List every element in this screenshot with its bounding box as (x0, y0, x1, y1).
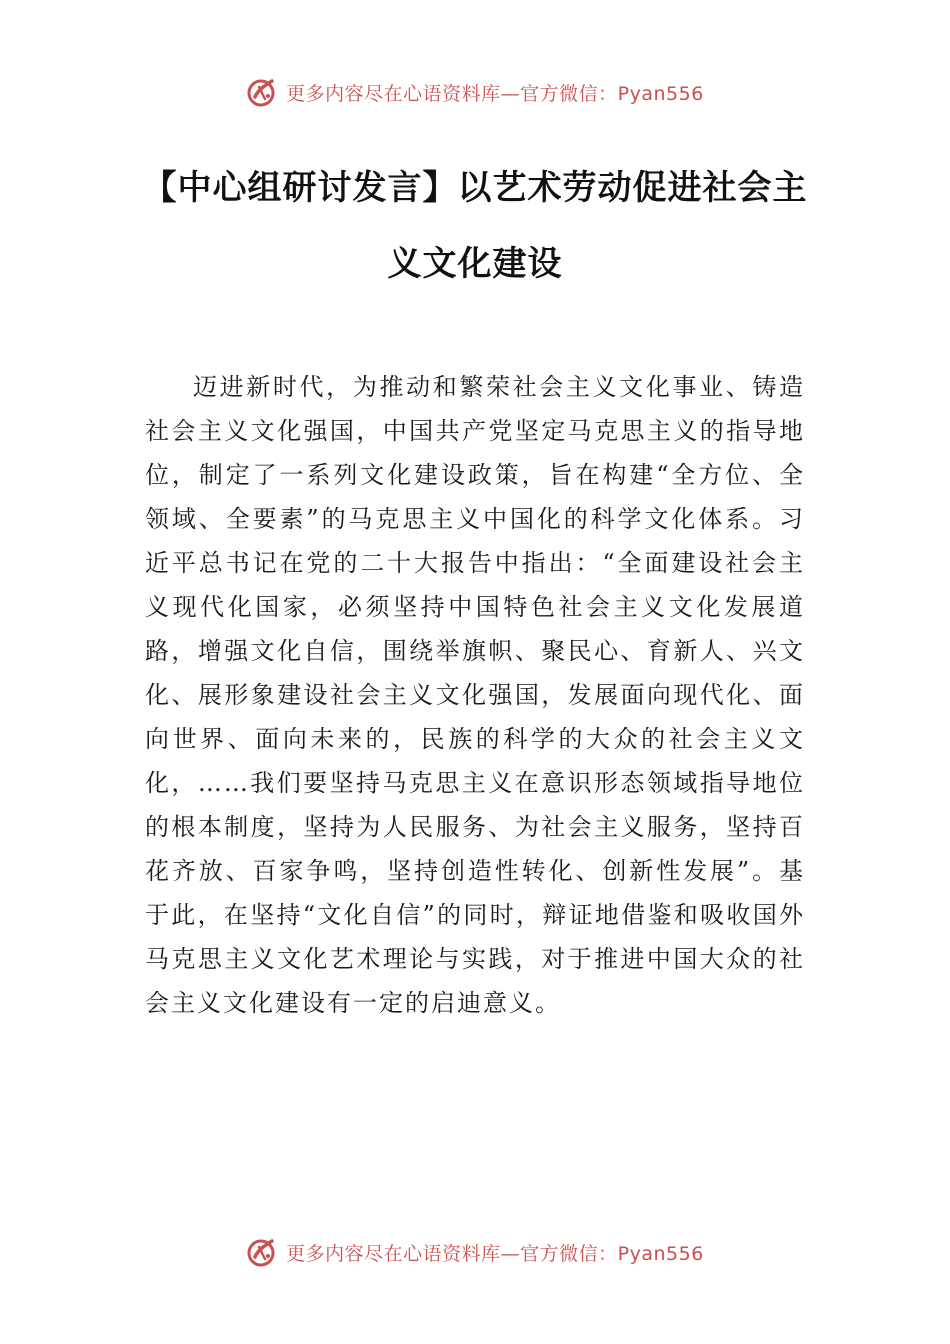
header-wechat-id: Pyan556 (617, 82, 704, 105)
document-body-paragraph: 迈进新时代，为推动和繁荣社会主义文化事业、铸造社会主义文化强国，中国共产党坚定马克思主义的指导地位，制定了一系列文化建设政策，旨在构建“全方位、全领域、全要素”的马克思主义中国化的科学文化体系。习近平总书记在党的二十大报告中指出：“全面建设社会主义现代化国家，必须坚持中国特色社会主义文化发展道路，增强文化自信，围绕举旗帜、聚民心、育新人、兴文化、展形象建设社会主义文化强国，发展面向现代化、面向世界、面向未来的，民族的科学的大众的社会主义文化，……我们要坚持马克思主义在意识形态领域指导地位的根本制度，坚持为人民服务、为社会主义服务，坚持百花齐放、百家争鸣，坚持创造性转化、创新性发展”。基于此，在坚持“文化自信”的同时，辩证地借鉴和吸收国外马克思主义文化艺术理论与实践，对于推进中国大众的社会主义文化建设有一定的启迪意义。 (145, 373, 805, 1017)
footer-watermark (0, 1232, 950, 1272)
footer-brand-text: 更多内容尽在心语资料库—官方微信：Pyan556 (286, 1242, 704, 1265)
header-watermark (0, 72, 950, 112)
calligraphy-logo-icon (246, 1236, 278, 1268)
document-title: 【中心组研讨发言】以艺术劳动促进社会主义文化建设 (142, 168, 808, 284)
footer-wechat-id: Pyan556 (617, 1242, 704, 1265)
header-brand-text: 更多内容尽在心语资料库—官方微信：Pyan556 (286, 82, 704, 105)
calligraphy-logo-icon (246, 76, 278, 108)
